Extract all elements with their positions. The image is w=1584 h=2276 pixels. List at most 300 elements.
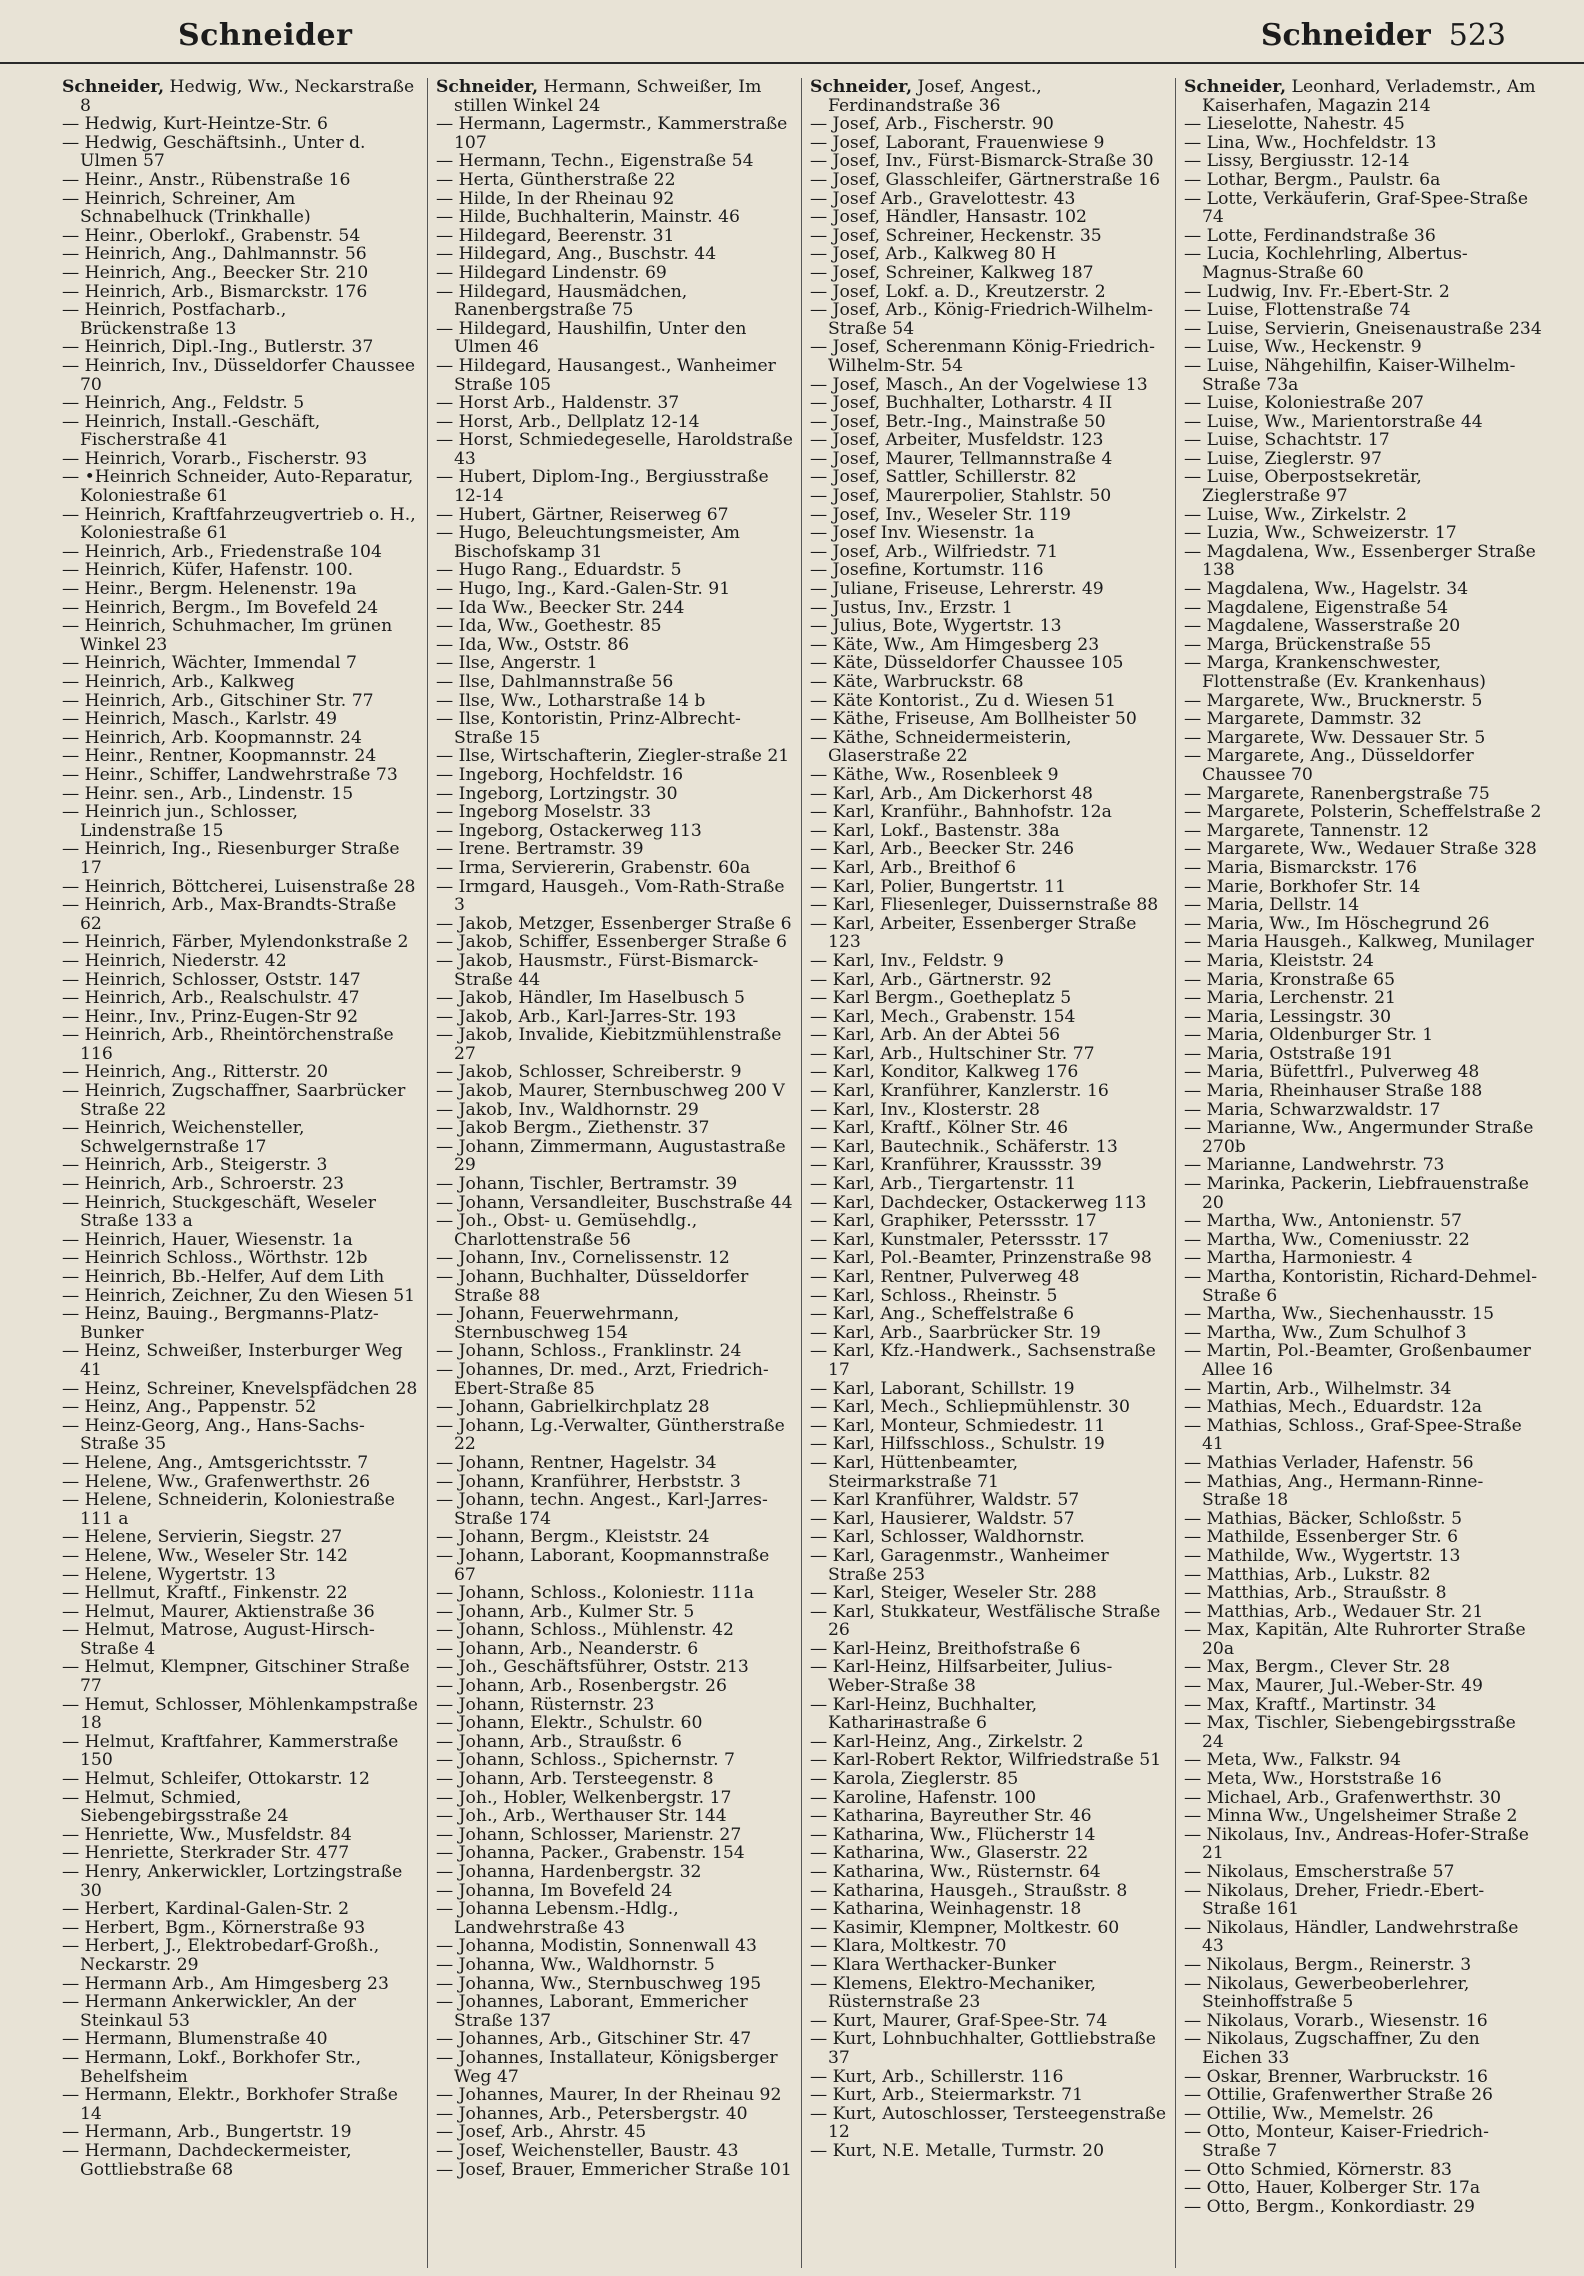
directory-entry: — Marga, Krankenschwester, Flottenstraße (Ev. Krankenhaus) xyxy=(1184,653,1486,692)
directory-entry: — Hedwig, Kurt-Heintze-Str. 6 xyxy=(62,114,328,135)
directory-entry: — Helmut, Maurer, Aktienstraße 36 xyxy=(62,1601,375,1622)
directory-entry: — Maria, Oststraße 191 xyxy=(1184,1043,1394,1064)
directory-entry: — Karl, Rentner, Pulverweg 48 xyxy=(810,1267,1080,1287)
directory-entry: — Hubert, Gärtner, Reiserweg 67 xyxy=(436,504,729,525)
directory-entry: — Hermann Arb., Am Himgesberg 23 xyxy=(62,1973,389,1994)
directory-entry: — Karoline, Hafenstr. 100 xyxy=(810,1787,1037,1808)
directory-entry: — Klara Werthacker-Bunker xyxy=(810,1954,1056,1975)
directory-entry: — Heinr., Inv., Prinz-Eugen-Str 92 xyxy=(62,1006,359,1027)
directory-entry: — Karl, Kunstmaler, Peterssstr. 17 xyxy=(810,1229,1109,1250)
directory-entry: — Josef, Brauer, Emmericher Straße 101 xyxy=(436,2159,792,2180)
directory-entry: — Matthias, Arb., Straußstr. 8 xyxy=(1184,1583,1447,1604)
directory-entry: — Josef, Lokf. a. D., Kreutzerstr. 2 xyxy=(810,281,1106,302)
directory-entry: — Otto Schmied, Körnerstr. 83 xyxy=(1184,2159,1452,2180)
directory-entry: — Nikolaus, Gewerbeoberlehrer, Steinhoffstraße 5 xyxy=(1184,1973,1470,2013)
directory-entry: — Hermann Ankerwickler, An der Steinkaul 53 xyxy=(62,1992,356,2031)
directory-entry: — Katharina, Bayreuther Str. 46 xyxy=(810,1806,1092,1827)
directory-entry: — Ingeborg, Lortzingstr. 30 xyxy=(436,783,678,804)
directory-entry: — Karl, Pol.-Beamter, Prinzenstraße 98 xyxy=(810,1248,1152,1269)
directory-entry: — Karl Kranführer, Waldstr. 57 xyxy=(810,1490,1080,1511)
directory-entry: — Katharina, Weinhagenstr. 18 xyxy=(810,1899,1082,1920)
directory-entry: — Heinz, Ang., Pappenstr. 52 xyxy=(62,1397,317,1418)
directory-entry: — Käte, Warbruckstr. 68 xyxy=(810,672,1024,692)
directory-entry: — Heinrich, Bergm., Im Bovefeld 24 xyxy=(62,597,379,618)
directory-entry: — Martha, Harmoniestr. 4 xyxy=(1184,1248,1413,1269)
directory-entry: — Hellmut, Kraftf., Finkenstr. 22 xyxy=(62,1583,348,1604)
directory-entry: — Heinrich, Kraftfahrzeugvertrieb o. H., Koloniestraße 61 xyxy=(62,504,416,544)
directory-entry: — Johann, Schlosser, Marienstr. 27 xyxy=(436,1824,742,1845)
directory-entry: — Luzia, Ww., Schweizerstr. 17 xyxy=(1184,523,1457,544)
directory-entry: — Luise, Nähgehilfin, Kaiser-Wilhelm-Straße 73a xyxy=(1184,355,1516,395)
directory-entry: — Karl, Arb. An der Abtei 56 xyxy=(810,1025,1061,1046)
directory-entry: — Johannes, Installateur, Königsberger Weg 47 xyxy=(436,2047,778,2087)
directory-entry: — Ilse, Angerstr. 1 xyxy=(436,653,598,674)
directory-entry: — Karl, Kfz.-Handwerk., Sachsenstraße 17 xyxy=(810,1341,1156,1380)
directory-entry: — Lothar, Bergm., Paulstr. 6a xyxy=(1184,169,1441,190)
directory-entry: Schneider, Josef, Angest., Ferdinandstraße 36 xyxy=(810,78,1042,116)
directory-entry: — Margarete, Ranenbergstraße 75 xyxy=(1184,783,1490,804)
directory-entry: — Helene, Ww., Grafenwerthstr. 26 xyxy=(62,1471,371,1492)
directory-entry: — Ottilie, Grafenwerther Straße 26 xyxy=(1184,2085,1493,2106)
directory-entry: — Karl-Heinz, Hilfsarbeiter, Julius-Weber-Straße 38 xyxy=(810,1657,1113,1697)
directory-entry: — Johanna, Ww., Waldhornstr. 5 xyxy=(436,1954,715,1975)
directory-entry: — Heinrich, Arb. Koopmannstr. 24 xyxy=(62,727,362,748)
directory-entry: — Karl-Heinz, Breithofstraße 6 xyxy=(810,1638,1081,1659)
directory-entry: — Katharina, Ww., Glaserstr. 22 xyxy=(810,1843,1089,1864)
directory-entry: — Karl-Heinz, Buchhalter, Kathariнаstraße 6 xyxy=(810,1694,1038,1734)
directory-entry: — Hemut, Schlosser, Möhlenkampstraße 18 xyxy=(62,1694,418,1734)
directory-entry: — Helene, Ww., Weseler Str. 142 xyxy=(62,1545,348,1566)
directory-entry: — Hilde, In der Rheinau 92 xyxy=(436,188,675,209)
directory-entry: — Mathias, Mech., Eduardstr. 12a xyxy=(1184,1397,1483,1418)
directory-entry: — Ingeborg Moselstr. 33 xyxy=(436,802,652,823)
directory-entry: — Johann, techn. Angest., Karl-Jarres-Straße 174 xyxy=(436,1490,768,1529)
directory-entry: — Jakob, Invalide, Kiebitzmühlenstraße 27 xyxy=(436,1025,782,1064)
directory-entry: — Katharina, Ww., Flücherstr 14 xyxy=(810,1824,1096,1845)
directory-entry: — Hermann, Dachdeckermeister, Gottliebstraße 68 xyxy=(62,2140,352,2180)
directory-entry: — Karl-Robert Rektor, Wilfriedstraße 51 xyxy=(810,1750,1162,1771)
column-1 xyxy=(54,78,428,2268)
directory-entry: — Otto, Monteur, Kaiser-Friedrich-Straße 7 xyxy=(1184,2122,1489,2161)
directory-entry: — Josef, Arb., Ahrstr. 45 xyxy=(436,2122,647,2143)
directory-entry: — Herta, Güntherstraße 22 xyxy=(436,169,676,190)
directory-entry: — Irmgard, Hausgeh., Vom-Rath-Straße 3 xyxy=(436,876,785,916)
directory-entry: — •Heinrich Schneider, Auto-Reparatur, Koloniestraße 61 xyxy=(62,467,414,507)
directory-entry: — Josef, Inv., Weseler Str. 119 xyxy=(810,504,1071,525)
directory-entry: — Josef Inv. Wiesenstr. 1a xyxy=(810,523,1035,544)
directory-entry: — Heinrich, Dipl.-Ing., Butlerstr. 37 xyxy=(62,337,374,358)
directory-entry: — Joh., Geschäftsführer, Oststr. 213 xyxy=(436,1657,749,1678)
directory-entry: — Katharina, Ww., Rüsternstr. 64 xyxy=(810,1862,1101,1882)
directory-entry: — Johanna, Hardenbergstr. 32 xyxy=(436,1862,702,1882)
directory-entry: — Helmut, Klempner, Gitschiner Straße 77 xyxy=(62,1657,410,1697)
directory-entry: — Maria, Kleiststr. 24 xyxy=(1184,950,1374,971)
directory-entry: — Magdalena, Ww., Essenberger Straße 138 xyxy=(1184,541,1536,581)
directory-entry: — Johann, Elektr., Schulstr. 60 xyxy=(436,1713,703,1734)
directory-entry: — Heinz, Schreiner, Knevelspfädchen 28 xyxy=(62,1378,418,1399)
directory-entry: — Maria, Lerchenstr. 21 xyxy=(1184,988,1396,1009)
directory-entry: — Josef, Glasschleifer, Gärtnerstraße 16 xyxy=(810,169,1161,190)
directory-entry: — Luise, Ww., Zirkelstr. 2 xyxy=(1184,504,1407,525)
directory-entry: — Josef, Arb., Wilfriedstr. 71 xyxy=(810,541,1059,562)
page-header xyxy=(0,0,1584,64)
directory-entry: — Herbert, Kardinal-Galen-Str. 2 xyxy=(62,1899,350,1920)
directory-entry: — Ilse, Kontoristin, Prinz-Albrecht-Straße 15 xyxy=(436,709,741,748)
directory-entry: — Minna Ww., Ungelsheimer Straße 2 xyxy=(1184,1806,1518,1827)
directory-entry: — Heinr., Schiffer, Landwehrstraße 73 xyxy=(62,764,398,785)
directory-entry: — Johannes, Maurer, In der Rheinau 92 xyxy=(436,2085,782,2106)
directory-entry: Schneider, Leonhard, Verlademstr., Am Kaiserhafen, Magazin 214 xyxy=(1184,78,1536,116)
directory-entry: — Maria, Rheinhauser Straße 188 xyxy=(1184,1081,1483,1102)
directory-entry: — Herbert, J., Elektrobedarf-Großh., Neckarstr. 29 xyxy=(62,1936,380,1975)
directory-entry: — Ida, Ww., Goethestr. 85 xyxy=(436,616,662,637)
directory-entry: — Martha, Kontoristin, Richard-Dehmel-Straße 6 xyxy=(1184,1267,1538,1306)
directory-entry: — Mathias, Ang., Hermann-Rinne-Straße 18 xyxy=(1184,1471,1484,1511)
directory-entry: — Mathias, Schloss., Graf-Spee-Straße 41 xyxy=(1184,1415,1522,1455)
directory-entry: — Margarete, Ww., Wedauer Straße 328 xyxy=(1184,839,1537,860)
directory-entry: — Käte Kontorist., Zu d. Wiesen 51 xyxy=(810,690,1116,711)
directory-entry: — Joh., Obst- u. Gemüsehdlg., Charlottenstraße 56 xyxy=(436,1211,698,1250)
directory-entry: — Henriette, Ww., Musfeldstr. 84 xyxy=(62,1824,352,1845)
directory-entry: — Henry, Ankerwickler, Lortzingstraße 30 xyxy=(62,1862,403,1901)
directory-entry: — Hildegard, Haushilfin, Unter den Ulmen 46 xyxy=(436,318,747,358)
directory-entry: — Martha, Ww., Antonienstr. 57 xyxy=(1184,1211,1462,1232)
surname-heading: Schneider, xyxy=(810,78,913,97)
directory-entry: — Kurt, N.E. Metalle, Turmstr. 20 xyxy=(810,2140,1105,2161)
directory-entry: — Irma, Serviererin, Grabenstr. 60a xyxy=(436,857,751,878)
directory-entry: — Luise, Servierin, Gneisenaustraße 234 xyxy=(1184,318,1542,339)
directory-entry: — Josef, Schreiner, Heckenstr. 35 xyxy=(810,225,1102,246)
directory-entry: — Johann, Arb., Kulmer Str. 5 xyxy=(436,1601,695,1622)
directory-entry: — Heinrich, Schlosser, Oststr. 147 xyxy=(62,969,361,990)
directory-entry: — Horst, Arb., Dellplatz 12-14 xyxy=(436,411,700,432)
directory-entry: — Josef, Arb., König-Friedrich-Wilhelm-Straße 54 xyxy=(810,300,1153,339)
directory-entry: — Luise, Koloniestraße 207 xyxy=(1184,393,1424,414)
directory-entry: — Horst, Schmiedegeselle, Haroldstraße 43 xyxy=(436,430,793,469)
directory-entry: — Ida, Ww., Oststr. 86 xyxy=(436,634,630,655)
directory-entry: — Jakob, Schlosser, Schreiberstr. 9 xyxy=(436,1062,742,1083)
directory-entry: — Karl, Dachdecker, Ostackerweg 113 xyxy=(810,1192,1147,1213)
directory-entry: — Käthe, Ww., Rosenbleek 9 xyxy=(810,764,1059,785)
directory-entry: — Heinrich, Niederstr. 42 xyxy=(62,950,287,971)
directory-entry: — Martin, Pol.-Beamter, Großenbaumer Allee 16 xyxy=(1184,1341,1531,1380)
directory-entry: — Jakob Bergm., Ziethenstr. 37 xyxy=(436,1118,710,1139)
directory-entry: — Karl, Kraftf., Kölner Str. 46 xyxy=(810,1118,1069,1139)
directory-entry: — Maria, Oldenburger Str. 1 xyxy=(1184,1025,1434,1046)
directory-entry: — Johannes, Arb., Gitschiner Str. 47 xyxy=(436,2029,752,2050)
directory-entry: — Johann, Schloss., Spichernstr. 7 xyxy=(436,1750,735,1771)
directory-entry: — Karl, Bautechnik., Schäferstr. 13 xyxy=(810,1136,1118,1157)
directory-entry: — Helene, Schneiderin, Koloniestraße 111 a xyxy=(62,1490,395,1529)
directory-entry: — Heinr., Oberlokf., Grabenstr. 54 xyxy=(62,225,361,246)
directory-entry: — Karl, Laborant, Schillstr. 19 xyxy=(810,1378,1075,1399)
directory-entry: — Nikolaus, Inv., Andreas-Hofer-Straße 21 xyxy=(1184,1824,1529,1864)
directory-entry: — Hubert, Diplom-Ing., Bergiusstraße 12-14 xyxy=(436,467,769,507)
directory-entry: — Heinr., Anstr., Rübenstraße 16 xyxy=(62,169,351,190)
directory-entry: — Marinka, Packerin, Liebfrauenstraße 20 xyxy=(1184,1174,1529,1213)
directory-entry: — Hildegard, Ang., Buschstr. 44 xyxy=(436,244,717,265)
directory-entry: — Luise, Schachtstr. 17 xyxy=(1184,430,1390,451)
directory-entry: — Johann, Kranführer, Herbststr. 3 xyxy=(436,1471,741,1492)
directory-entry: — Margarete, Ang., Düsseldorfer Chaussee 70 xyxy=(1184,746,1474,785)
directory-entry: — Heinrich, Arb., Max-Brandts-Straße 62 xyxy=(62,895,397,934)
running-head-left: Schneider xyxy=(178,18,353,53)
directory-entry: — Karl, Mech., Schliepmühlenstr. 30 xyxy=(810,1397,1130,1418)
directory-entry: — Käte, Düsseldorfer Chaussee 105 xyxy=(810,653,1124,674)
directory-entry: — Karl, Kranführer, Kanzlerstr. 16 xyxy=(810,1081,1109,1102)
directory-entry: — Johann, Schloss., Mühlenstr. 42 xyxy=(436,1620,734,1641)
directory-entry: — Heinrich, Hauer, Wiesenstr. 1a xyxy=(62,1229,353,1250)
directory-entry: — Heinrich, Zeichner, Zu den Wiesen 51 xyxy=(62,1285,416,1306)
directory-entry: — Michael, Arb., Grafenwerthstr. 30 xyxy=(1184,1787,1502,1808)
directory-entry: — Karl, Kranführ., Bahnhofstr. 12a xyxy=(810,802,1112,823)
directory-entry: — Matthias, Arb., Lukstr. 82 xyxy=(1184,1564,1431,1585)
directory-entry: — Käthe, Friseuse, Am Bollheister 50 xyxy=(810,709,1137,730)
directory-entry: — Josef, Scherenmann König-Friedrich-Wilhelm-Str. 54 xyxy=(810,337,1155,376)
directory-entry: — Hermann, Lagermstr., Kammerstraße 107 xyxy=(436,114,788,153)
directory-entry: — Maria, Lessingstr. 30 xyxy=(1184,1006,1392,1027)
directory-entry: — Jakob, Hausmstr., Fürst-Bismarck-Straße 44 xyxy=(436,950,759,990)
directory-entry: — Meta, Ww., Horststraße 16 xyxy=(1184,1769,1442,1790)
directory-entry: — Kurt, Autoschlosser, Tersteegenstraße 12 xyxy=(810,2103,1167,2143)
directory-entry: — Hildegard, Beerenstr. 31 xyxy=(436,225,675,246)
directory-entry: — Hermann, Lokf., Borkhofer Str., Behelfsheim xyxy=(62,2047,362,2087)
directory-entry: — Josef, Maurer, Tellmannstraße 4 xyxy=(810,448,1113,469)
directory-entry: — Johann, Arb., Rosenbergstr. 26 xyxy=(436,1676,727,1697)
directory-entry: — Johann, Schloss., Franklinstr. 24 xyxy=(436,1341,742,1362)
directory-entry: — Heinrich, Arb., Steigerstr. 3 xyxy=(62,1155,328,1176)
directory-entry: — Klemens, Elektro-Mechaniker, Rüsternstraße 23 xyxy=(810,1973,1097,2013)
directory-entry: — Heinr., Rentner, Koopmannstr. 24 xyxy=(62,746,377,767)
directory-entry: — Karl, Polier, Bungertstr. 11 xyxy=(810,876,1066,897)
directory-entry: — Joh., Hobler, Welkenbergstr. 17 xyxy=(436,1787,732,1808)
directory-entry: — Karl-Heinz, Ang., Zirkelstr. 2 xyxy=(810,1731,1084,1752)
directory-entry: — Heinrich, Masch., Karlstr. 49 xyxy=(62,709,338,730)
directory-entry: — Heinrich jun., Schlosser, Lindenstraße 15 xyxy=(62,802,299,841)
page-number: 523 xyxy=(1448,18,1506,53)
directory-entry: — Hedwig, Geschäftsinh., Unter d. Ulmen 57 xyxy=(62,132,366,172)
directory-entry: — Josef, Maurerpolier, Stahlstr. 50 xyxy=(810,486,1112,507)
directory-entry: — Heinrich, Install.-Geschäft, Fischerstraße 41 xyxy=(62,411,321,451)
directory-entry: — Katharina, Hausgeh., Straußstr. 8 xyxy=(810,1880,1128,1901)
directory-entry: — Helene, Servierin, Siegstr. 27 xyxy=(62,1527,343,1548)
directory-entry: — Luise, Zieglerstr. 97 xyxy=(1184,448,1382,469)
directory-entry: — Josef, Betr.-Ing., Mainstraße 50 xyxy=(810,411,1106,432)
directory-entry: — Mathilde, Ww., Wygertstr. 13 xyxy=(1184,1545,1461,1566)
directory-entry: — Max, Bergm., Clever Str. 28 xyxy=(1184,1657,1451,1678)
directory-entry: — Meta, Ww., Falkstr. 94 xyxy=(1184,1750,1401,1771)
directory-entry: — Johannes, Arb., Petersbergstr. 40 xyxy=(436,2103,748,2124)
directory-entry: — Max, Kraftf., Martinstr. 34 xyxy=(1184,1694,1437,1715)
directory-entry: — Hildegard Lindenstr. 69 xyxy=(436,262,667,283)
directory-entry: — Heinrich, Arb., Gitschiner Str. 77 xyxy=(62,690,374,711)
directory-entry: — Lina, Ww., Hochfeldstr. 13 xyxy=(1184,132,1437,153)
directory-entry: — Heinrich, Stuckgeschäft, Weseler Straße 133 a xyxy=(62,1192,376,1232)
directory-entry: Schneider, Hedwig, Ww., Neckarstraße 8 xyxy=(62,78,415,116)
directory-entry: — Nikolaus, Dreher, Friedr.-Ebert-Straße 161 xyxy=(1184,1880,1485,1920)
directory-entry: — Josef, Laborant, Frauenwiese 9 xyxy=(810,132,1105,153)
directory-entry: — Johann, Rentner, Hagelstr. 34 xyxy=(436,1452,717,1473)
directory-entry: — Maria, Schwarzwaldstr. 17 xyxy=(1184,1099,1441,1120)
directory-entry: — Johann, Rüsternstr. 23 xyxy=(436,1694,655,1715)
directory-entry: — Josef, Schreiner, Kalkweg 187 xyxy=(810,262,1094,283)
directory-entry: — Karl, Inv., Klosterstr. 28 xyxy=(810,1099,1040,1120)
directory-entry: — Heinrich, Ing., Riesenburger Straße 17 xyxy=(62,839,400,878)
directory-entry: — Nikolaus, Emscherstraße 57 xyxy=(1184,1862,1455,1882)
directory-entry: — Johannes, Dr. med., Arzt, Friedrich-Ebert-Straße 85 xyxy=(436,1359,769,1399)
directory-entry: — Heinz, Bauing., Bergmanns-Platz-Bunker xyxy=(62,1304,379,1343)
directory-entry: — Johann, Versandleiter, Buschstraße 44 xyxy=(436,1192,793,1213)
directory-entry: — Luise, Flottenstraße 74 xyxy=(1184,300,1411,321)
surname-heading: Schneider, xyxy=(436,78,539,97)
directory-entry: — Max, Maurer, Jul.-Weber-Str. 49 xyxy=(1184,1676,1483,1697)
directory-entry: — Karl, Arbeiter, Essenberger Straße 123 xyxy=(810,913,1137,953)
directory-entry: — Heinrich, Postfacharb., Brückenstraße 13 xyxy=(62,300,287,339)
directory-entry: — Karl, Arb., Tiergartenstr. 11 xyxy=(810,1174,1077,1195)
directory-entry: — Karl, Graphiker, Peterssstr. 17 xyxy=(810,1211,1097,1232)
surname-heading: Schneider, xyxy=(62,78,165,97)
directory-entry: — Marianne, Landwehrstr. 73 xyxy=(1184,1155,1445,1176)
directory-entry: — Heinrich, Ang., Feldstr. 5 xyxy=(62,393,305,414)
directory-entry: — Josef, Buchhalter, Lotharstr. 4 II xyxy=(810,393,1113,414)
directory-entry: — Karl, Schloss., Rheinstr. 5 xyxy=(810,1285,1058,1306)
directory-entry: — Karl Bergm., Goetheplatz 5 xyxy=(810,988,1072,1009)
directory-entry: — Heinrich, Arb., Friedenstraße 104 xyxy=(62,541,382,562)
directory-entry: — Karola, Zieglerstr. 85 xyxy=(810,1769,1019,1790)
column-2 xyxy=(428,78,802,2268)
directory-entry: — Johann, Gabrielkirchplatz 28 xyxy=(436,1397,710,1418)
directory-entry: — Heinrich, Bb.-Helfer, Auf dem Lith xyxy=(62,1267,385,1287)
directory-entry: — Juliane, Friseuse, Lehrerstr. 49 xyxy=(810,579,1104,600)
directory-entry: — Max, Kapitän, Alte Ruhrorter Straße 20a xyxy=(1184,1620,1526,1659)
directory-entry: — Hugo Rang., Eduardstr. 5 xyxy=(436,560,682,581)
directory-entry: — Karl, Hilfsschloss., Schulstr. 19 xyxy=(810,1434,1105,1455)
directory-entry: — Maria, Bismarckstr. 176 xyxy=(1184,857,1417,878)
directory-entry: — Margarete, Ww. Dessauer Str. 5 xyxy=(1184,727,1486,748)
directory-entry: — Marga, Brückenstraße 55 xyxy=(1184,634,1432,655)
directory-entry: — Martin, Arb., Wilhelmstr. 34 xyxy=(1184,1378,1452,1399)
directory-entry: — Karl, Arb., Beecker Str. 246 xyxy=(810,839,1075,860)
directory-entry: — Max, Tischler, Siebengebirgsstraße 24 xyxy=(1184,1713,1516,1752)
directory-entry: — Nikolaus, Bergm., Reinerstr. 3 xyxy=(1184,1954,1472,1975)
directory-entry: — Jakob, Inv., Waldhornstr. 29 xyxy=(436,1099,699,1120)
directory-entry: — Karl, Arb., Saarbrücker Str. 19 xyxy=(810,1322,1101,1343)
directory-entry: — Ingeborg, Ostackerweg 113 xyxy=(436,820,702,841)
directory-entry: — Heinrich, Weichensteller, Schwelgernstraße 17 xyxy=(62,1118,305,1157)
directory-entry: — Luise, Oberpostsekretär, Zieglerstraße 97 xyxy=(1184,467,1422,507)
directory-entry: — Ilse, Ww., Lotharstraße 14 b xyxy=(436,690,706,711)
directory-entry: — Karl, Arb., Am Dickerhorst 48 xyxy=(810,783,1093,804)
directory-entry: — Kurt, Arb., Steiermarkstr. 71 xyxy=(810,2085,1084,2106)
directory-entry: — Ingeborg, Hochfeldstr. 16 xyxy=(436,764,684,785)
directory-entry: — Helmut, Schleifer, Ottokarstr. 12 xyxy=(62,1769,370,1790)
directory-entry: — Jakob, Metzger, Essenberger Straße 6 xyxy=(436,913,792,934)
directory-entry: — Nikolaus, Vorarb., Wiesenstr. 16 xyxy=(1184,2010,1488,2031)
directory-entry: — Helene, Wygertstr. 13 xyxy=(62,1564,276,1585)
directory-entry: — Marianne, Ww., Angermunder Straße 270b xyxy=(1184,1118,1534,1157)
directory-entry: — Lieselotte, Nahestr. 45 xyxy=(1184,114,1405,135)
directory-entry: — Mathias, Bäcker, Schloßstr. 5 xyxy=(1184,1508,1463,1529)
directory-entry: — Josef, Arb., Kalkweg 80 H xyxy=(810,244,1057,265)
directory-entry: — Heinrich, Färber, Mylendonkstraße 2 xyxy=(62,932,409,953)
directory-entry: — Maria Hausgeh., Kalkweg, Munilager xyxy=(1184,932,1534,953)
directory-entry: — Helene, Ang., Amtsgerichtsstr. 7 xyxy=(62,1452,369,1473)
directory-entry: — Heinrich, Zugschaffner, Saarbrücker Straße 22 xyxy=(62,1081,406,1120)
directory-entry: — Heinrich, Küfer, Hafenstr. 100. xyxy=(62,560,354,581)
directory-entry: — Helmut, Kraftfahrer, Kammerstraße 150 xyxy=(62,1731,399,1771)
directory-entry: — Karl, Steiger, Weseler Str. 288 xyxy=(810,1583,1097,1604)
directory-entry: — Martha, Ww., Comeniusstr. 22 xyxy=(1184,1229,1470,1250)
directory-entry: — Käte, Ww., Am Himgesberg 23 xyxy=(810,634,1100,655)
directory-entry: — Magdalene, Eigenstraße 54 xyxy=(1184,597,1449,618)
directory-entry: — Luise, Ww., Marientorstraße 44 xyxy=(1184,411,1483,432)
directory-entry: — Karl, Schlosser, Waldhornstr. xyxy=(810,1527,1085,1548)
directory-entry: — Oskar, Brenner, Warbruckstr. 16 xyxy=(1184,2066,1488,2087)
directory-entry: — Karl, Inv., Feldstr. 9 xyxy=(810,950,1004,971)
directory-entry: — Karl, Konditor, Kalkweg 176 xyxy=(810,1062,1079,1083)
directory-entry: — Kurt, Arb., Schillerstr. 116 xyxy=(810,2066,1064,2087)
directory-entry: Schneider, Hermann, Schweißer, Im stillen Winkel 24 xyxy=(436,78,762,116)
directory-entry: — Karl, Garagenmstr., Wanheimer Straße 253 xyxy=(810,1545,1109,1585)
directory-entry: — Julius, Bote, Wygertstr. 13 xyxy=(810,616,1062,637)
directory-entry: — Hugo, Beleuchtungsmeister, Am Bischofskamp 31 xyxy=(436,523,740,562)
directory-entry: — Heinrich, Inv., Düsseldorfer Chaussee 70 xyxy=(62,355,416,395)
directory-entry: — Karl, Arb., Gärtnerstr. 92 xyxy=(810,969,1052,990)
directory-entry: — Heinrich, Arb., Realschulstr. 47 xyxy=(62,988,360,1009)
directory-entry: — Karl, Stukkateur, Westfälische Straße 26 xyxy=(810,1601,1161,1641)
directory-entry: — Ida Ww., Beecker Str. 244 xyxy=(436,597,685,618)
directory-entry: — Helmut, Matrose, August-Hirsch-Straße 4 xyxy=(62,1620,375,1659)
directory-entry: — Johann, Arb., Straußstr. 6 xyxy=(436,1731,682,1752)
directory-entry: — Hermann, Blumenstraße 40 xyxy=(62,2029,328,2050)
directory-entry: — Heinrich, Arb., Rheintörchenstraße 116 xyxy=(62,1025,394,1064)
directory-entry: — Johann, Buchhalter, Düsseldorfer Straße 88 xyxy=(436,1267,749,1306)
directory-entry: — Johann, Tischler, Bertramstr. 39 xyxy=(436,1174,738,1195)
directory-entry: — Heinrich, Wächter, Immendal 7 xyxy=(62,653,357,674)
directory-entry: — Maria, Kronstraße 65 xyxy=(1184,969,1396,990)
directory-entry: — Magdalene, Wasserstraße 20 xyxy=(1184,616,1461,637)
directory-entry: — Josef Arb., Gravelottestr. 43 xyxy=(810,188,1076,209)
directory-entry: — Josef, Sattler, Schillerstr. 82 xyxy=(810,467,1077,488)
directory-entry: — Karl, Kranführer, Kraussstr. 39 xyxy=(810,1155,1102,1176)
directory-entry: — Johanna, Packer., Grabenstr. 154 xyxy=(436,1843,745,1864)
directory-entry: — Heinrich, Vorarb., Fischerstr. 93 xyxy=(62,448,368,469)
directory-entry: — Klara, Moltkestr. 70 xyxy=(810,1936,1007,1957)
directory-entry: — Heinz, Schweißer, Insterburger Weg 41 xyxy=(62,1341,403,1380)
directory-entry: — Magdalena, Ww., Hagelstr. 34 xyxy=(1184,579,1469,600)
directory-entry: — Johann, Arb., Neanderstr. 6 xyxy=(436,1638,699,1659)
directory-entry: — Martha, Ww., Siechenhausstr. 15 xyxy=(1184,1304,1495,1325)
directory-entry: — Nikolaus, Zugschaffner, Zu den Eichen 33 xyxy=(1184,2029,1480,2068)
directory-entry: — Josef, Arbeiter, Musfeldstr. 123 xyxy=(810,430,1104,451)
directory-entry: — Henriette, Sterkrader Str. 477 xyxy=(62,1843,350,1864)
directory-entry: — Horst Arb., Haldenstr. 37 xyxy=(436,393,680,414)
directory-entry: — Josef, Inv., Fürst-Bismarck-Straße 30 xyxy=(810,151,1154,172)
directory-entry: — Lissy, Bergiusstr. 12-14 xyxy=(1184,151,1410,172)
directory-entry: — Johanna Lebensm.-Hdlg., Landwehrstraße 43 xyxy=(436,1899,679,1938)
directory-entry: — Karl, Arb., Hultschiner Str. 77 xyxy=(810,1043,1095,1064)
directory-entry: — Johann, Schloss., Koloniestr. 111a xyxy=(436,1583,754,1604)
directory-entry: — Karl, Fliesenleger, Duissernstraße 88 xyxy=(810,895,1159,916)
directory-entry: — Matthias, Arb., Wedauer Str. 21 xyxy=(1184,1601,1484,1622)
directory-entry: — Heinrich, Böttcherei, Luisenstraße 28 xyxy=(62,876,416,897)
directory-entry: — Hildegard, Hausmädchen, Ranenbergstraße 75 xyxy=(436,281,688,321)
directory-entry: — Johannes, Laborant, Emmericher Straße 137 xyxy=(436,1992,748,2031)
directory-entry: — Ilse, Dahlmannstraße 56 xyxy=(436,672,674,692)
directory-entry: — Kurt, Lohnbuchhalter, Gottliebstraße 37 xyxy=(810,2029,1156,2068)
directory-columns xyxy=(54,78,1550,2268)
directory-entry: — Ottilie, Ww., Memelstr. 26 xyxy=(1184,2103,1434,2124)
